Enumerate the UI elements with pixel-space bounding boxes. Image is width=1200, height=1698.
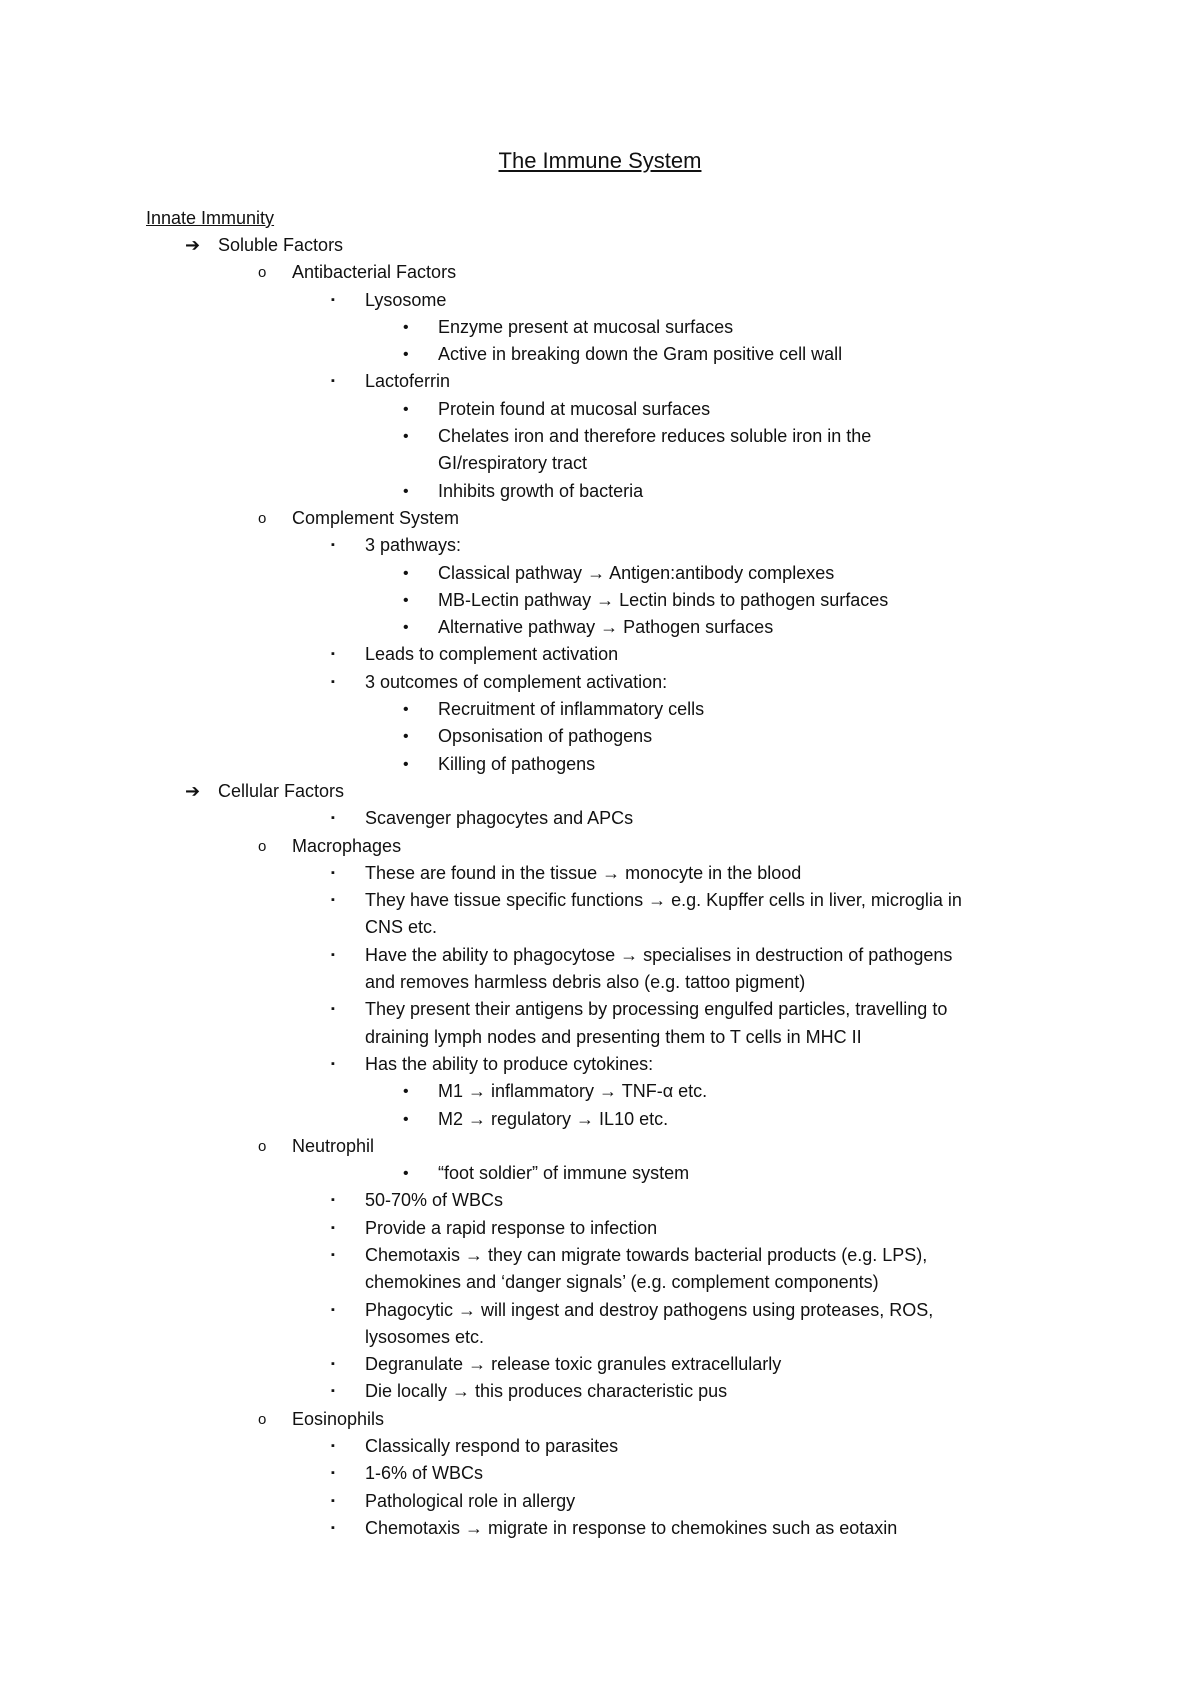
outline-item-level-3 (0, 1297, 1200, 1324)
bullet-bullet-icon: • (403, 400, 409, 418)
square-bullet-icon: ▪ (331, 1248, 335, 1261)
square-bullet-icon: ▪ (331, 1440, 335, 1453)
outline-item-level-1 (0, 232, 1200, 259)
outline-item-text: Opsonisation of pathogens (438, 726, 653, 747)
outline-item-text: lysosomes etc. (365, 1326, 485, 1347)
outline-item-text: chemokines and ‘danger signals’ (e.g. complement components) (365, 1272, 879, 1293)
circle-bullet-icon: o (258, 264, 267, 282)
bullet-bullet-icon: • (403, 1083, 409, 1101)
outline-item-text: M2 → regulatory → IL10 etc. (438, 1108, 669, 1129)
outline-item-text: Die locally → this produces characteristic pus (365, 1381, 728, 1402)
outline-item-level-4 (0, 423, 1200, 450)
outline-item-text: Lactoferrin (365, 371, 451, 392)
square-bullet-icon: ▪ (331, 1194, 335, 1207)
outline-item-level-3 (0, 1051, 1200, 1078)
outline-item-text: “foot soldier” of immune system (438, 1163, 690, 1184)
outline-line-continuation (0, 450, 1200, 477)
document-title: The Immune System (498, 148, 702, 173)
bullet-bullet-icon: • (403, 1165, 409, 1183)
outline-item-text: Inhibits growth of bacteria (438, 480, 644, 501)
outline-item-level-3 (0, 1351, 1200, 1378)
outline-item-text: M1 → inflammatory → TNF-α etc. (438, 1081, 708, 1102)
square-bullet-icon: ▪ (331, 648, 335, 661)
outline-line-continuation (0, 1024, 1200, 1051)
outline-item-level-3 (0, 942, 1200, 969)
outline-item-level-4 (0, 314, 1200, 341)
outline-item-text: Chemotaxis → migrate in response to chemokines such as eotaxin (365, 1517, 898, 1538)
outline-item-level-4 (0, 560, 1200, 587)
outline-item-level-3 (0, 1488, 1200, 1515)
square-bullet-icon: ▪ (331, 675, 335, 688)
bullet-bullet-icon: • (403, 728, 409, 746)
circle-bullet-icon: o (258, 1410, 267, 1428)
square-bullet-icon: ▪ (331, 866, 335, 879)
outline-item-text: Have the ability to phagocytose → specialises in destruction of pathogens (365, 944, 953, 965)
outline-item-text: MB-Lectin pathway → Lectin binds to pathogen surfaces (438, 589, 889, 610)
square-bullet-icon: ▪ (331, 1494, 335, 1507)
outline-item-text: Killing of pathogens (438, 753, 596, 774)
outline-item-text: They have tissue specific functions → e.g. Kupffer cells in liver, microglia in (365, 890, 962, 911)
outline-item-text: Leads to complement activation (365, 644, 619, 665)
outline-item-level-2 (0, 1406, 1200, 1433)
outline-line-continuation (0, 969, 1200, 996)
outline-item-level-4 (0, 1106, 1200, 1133)
outline-item-level-4 (0, 478, 1200, 505)
outline-item-level-3 (0, 1515, 1200, 1542)
outline-item-level-4 (0, 614, 1200, 641)
square-bullet-icon: ▪ (331, 812, 335, 825)
outline-item-level-3 (0, 1242, 1200, 1269)
outline-item-text: Soluble Factors (218, 235, 344, 255)
outline-item-level-4 (0, 341, 1200, 368)
circle-bullet-icon: o (258, 509, 267, 527)
square-bullet-icon: ▪ (331, 293, 335, 306)
bullet-bullet-icon: • (403, 701, 409, 719)
square-bullet-icon: ▪ (331, 1521, 335, 1534)
outline-line-continuation (0, 1269, 1200, 1296)
outline-item-text: GI/respiratory tract (438, 453, 588, 474)
square-bullet-icon: ▪ (331, 1467, 335, 1480)
circle-bullet-icon: o (258, 1137, 267, 1155)
outline-item-text: Classical pathway → Antigen:antibody complexes (438, 562, 835, 583)
outline-item-text: and removes harmless debris also (e.g. tattoo pigment) (365, 972, 806, 993)
outline-item-level-1 (0, 778, 1200, 805)
outline-item-level-4 (0, 751, 1200, 778)
outline-item-text: Complement System (292, 507, 460, 528)
outline-item-level-3 (0, 1378, 1200, 1405)
outline-line-continuation (0, 1324, 1200, 1351)
outline-item-text: Active in breaking down the Gram positive cell wall (438, 344, 843, 365)
outline-item-text: Provide a rapid response to infection (365, 1217, 658, 1238)
outline-item-level-4 (0, 587, 1200, 614)
bullet-bullet-icon: • (403, 318, 409, 336)
bullet-bullet-icon: • (403, 482, 409, 500)
outline-item-level-2 (0, 1133, 1200, 1160)
outline-item-text: Degranulate → release toxic granules extracellularly (365, 1354, 782, 1375)
outline-item-text: Recruitment of inflammatory cells (438, 699, 705, 720)
arrow-bullet-icon: ➔ (185, 235, 201, 255)
outline-item-level-3 (0, 669, 1200, 696)
outline-item-text: draining lymph nodes and presenting them to T cells in MHC II (365, 1026, 862, 1047)
square-bullet-icon: ▪ (331, 375, 335, 388)
outline-item-text: Enzyme present at mucosal surfaces (438, 316, 734, 337)
outline-item-text: Antibacterial Factors (292, 262, 457, 283)
outline-item-level-4 (0, 396, 1200, 423)
outline-item-text: Lysosome (365, 289, 447, 310)
outline-item-level-3 (0, 1187, 1200, 1214)
outline-item-text: Neutrophil (292, 1135, 375, 1156)
outline-item-level-3 (0, 996, 1200, 1023)
square-bullet-icon: ▪ (331, 948, 335, 961)
outline-item-text: 1-6% of WBCs (365, 1463, 484, 1484)
outline-item-level-3 (0, 1460, 1200, 1487)
outline-item-level-3 (0, 641, 1200, 668)
outline-list (0, 232, 1200, 1542)
square-bullet-icon: ▪ (331, 1385, 335, 1398)
square-bullet-icon: ▪ (331, 539, 335, 552)
square-bullet-icon: ▪ (331, 1221, 335, 1234)
outline-item-text: Macrophages (292, 835, 402, 856)
outline-item-level-4 (0, 723, 1200, 750)
bullet-bullet-icon: • (403, 346, 409, 364)
outline-item-level-4 (0, 696, 1200, 723)
outline-item-text: Scavenger phagocytes and APCs (365, 808, 634, 829)
outline-item-level-3 (0, 368, 1200, 395)
outline-item-text: Classically respond to parasites (365, 1436, 619, 1457)
outline-item-level-3 (0, 1215, 1200, 1242)
outline-item-level-3 (0, 287, 1200, 314)
outline-item-level-3 (0, 1433, 1200, 1460)
square-bullet-icon: ▪ (331, 1303, 335, 1316)
outline-item-level-4 (0, 1078, 1200, 1105)
outline-item-level-3 (0, 532, 1200, 559)
outline-item-level-3 (0, 805, 1200, 832)
outline-item-text: They present their antigens by processing engulfed particles, travelling to (365, 999, 948, 1020)
outline-item-text: Eosinophils (292, 1408, 385, 1429)
bullet-bullet-icon: • (403, 619, 409, 637)
outline-item-level-2 (0, 833, 1200, 860)
outline-line-continuation (0, 914, 1200, 941)
outline-item-level-3 (0, 887, 1200, 914)
square-bullet-icon: ▪ (331, 1003, 335, 1016)
bullet-bullet-icon: • (403, 1110, 409, 1128)
section-heading: Innate Immunity (146, 208, 275, 228)
outline-item-text: Cellular Factors (218, 780, 345, 801)
bullet-bullet-icon: • (403, 755, 409, 773)
outline-item-level-3 (0, 860, 1200, 887)
outline-item-text: Chemotaxis → they can migrate towards bacterial products (e.g. LPS), (365, 1244, 928, 1265)
outline-item-text: Phagocytic → will ingest and destroy pathogens using proteases, ROS, (365, 1299, 934, 1320)
outline-item-text: Pathological role in allergy (365, 1490, 576, 1511)
outline-item-text: Alternative pathway → Pathogen surfaces (438, 617, 774, 638)
outline-item-text: Chelates iron and therefore reduces soluble iron in the (438, 426, 872, 447)
bullet-bullet-icon: • (403, 564, 409, 582)
outline-item-text: 3 pathways: (365, 535, 462, 556)
bullet-bullet-icon: • (403, 591, 409, 609)
bullet-bullet-icon: • (403, 428, 409, 446)
square-bullet-icon: ▪ (331, 894, 335, 907)
outline-item-text: 50-70% of WBCs (365, 1190, 504, 1211)
outline-item-text: CNS etc. (365, 917, 438, 938)
arrow-bullet-icon: ➔ (185, 780, 201, 801)
outline-item-level-2 (0, 505, 1200, 532)
outline-item-text: Protein found at mucosal surfaces (438, 398, 711, 419)
square-bullet-icon: ▪ (331, 1358, 335, 1371)
outline-item-text: 3 outcomes of complement activation: (365, 671, 668, 692)
square-bullet-icon: ▪ (331, 1057, 335, 1070)
circle-bullet-icon: o (258, 837, 267, 855)
outline-item-level-4 (0, 1160, 1200, 1187)
outline-item-text: These are found in the tissue → monocyte in the blood (365, 862, 802, 883)
outline-item-text: Has the ability to produce cytokines: (365, 1053, 654, 1074)
outline-item-level-2 (0, 259, 1200, 286)
